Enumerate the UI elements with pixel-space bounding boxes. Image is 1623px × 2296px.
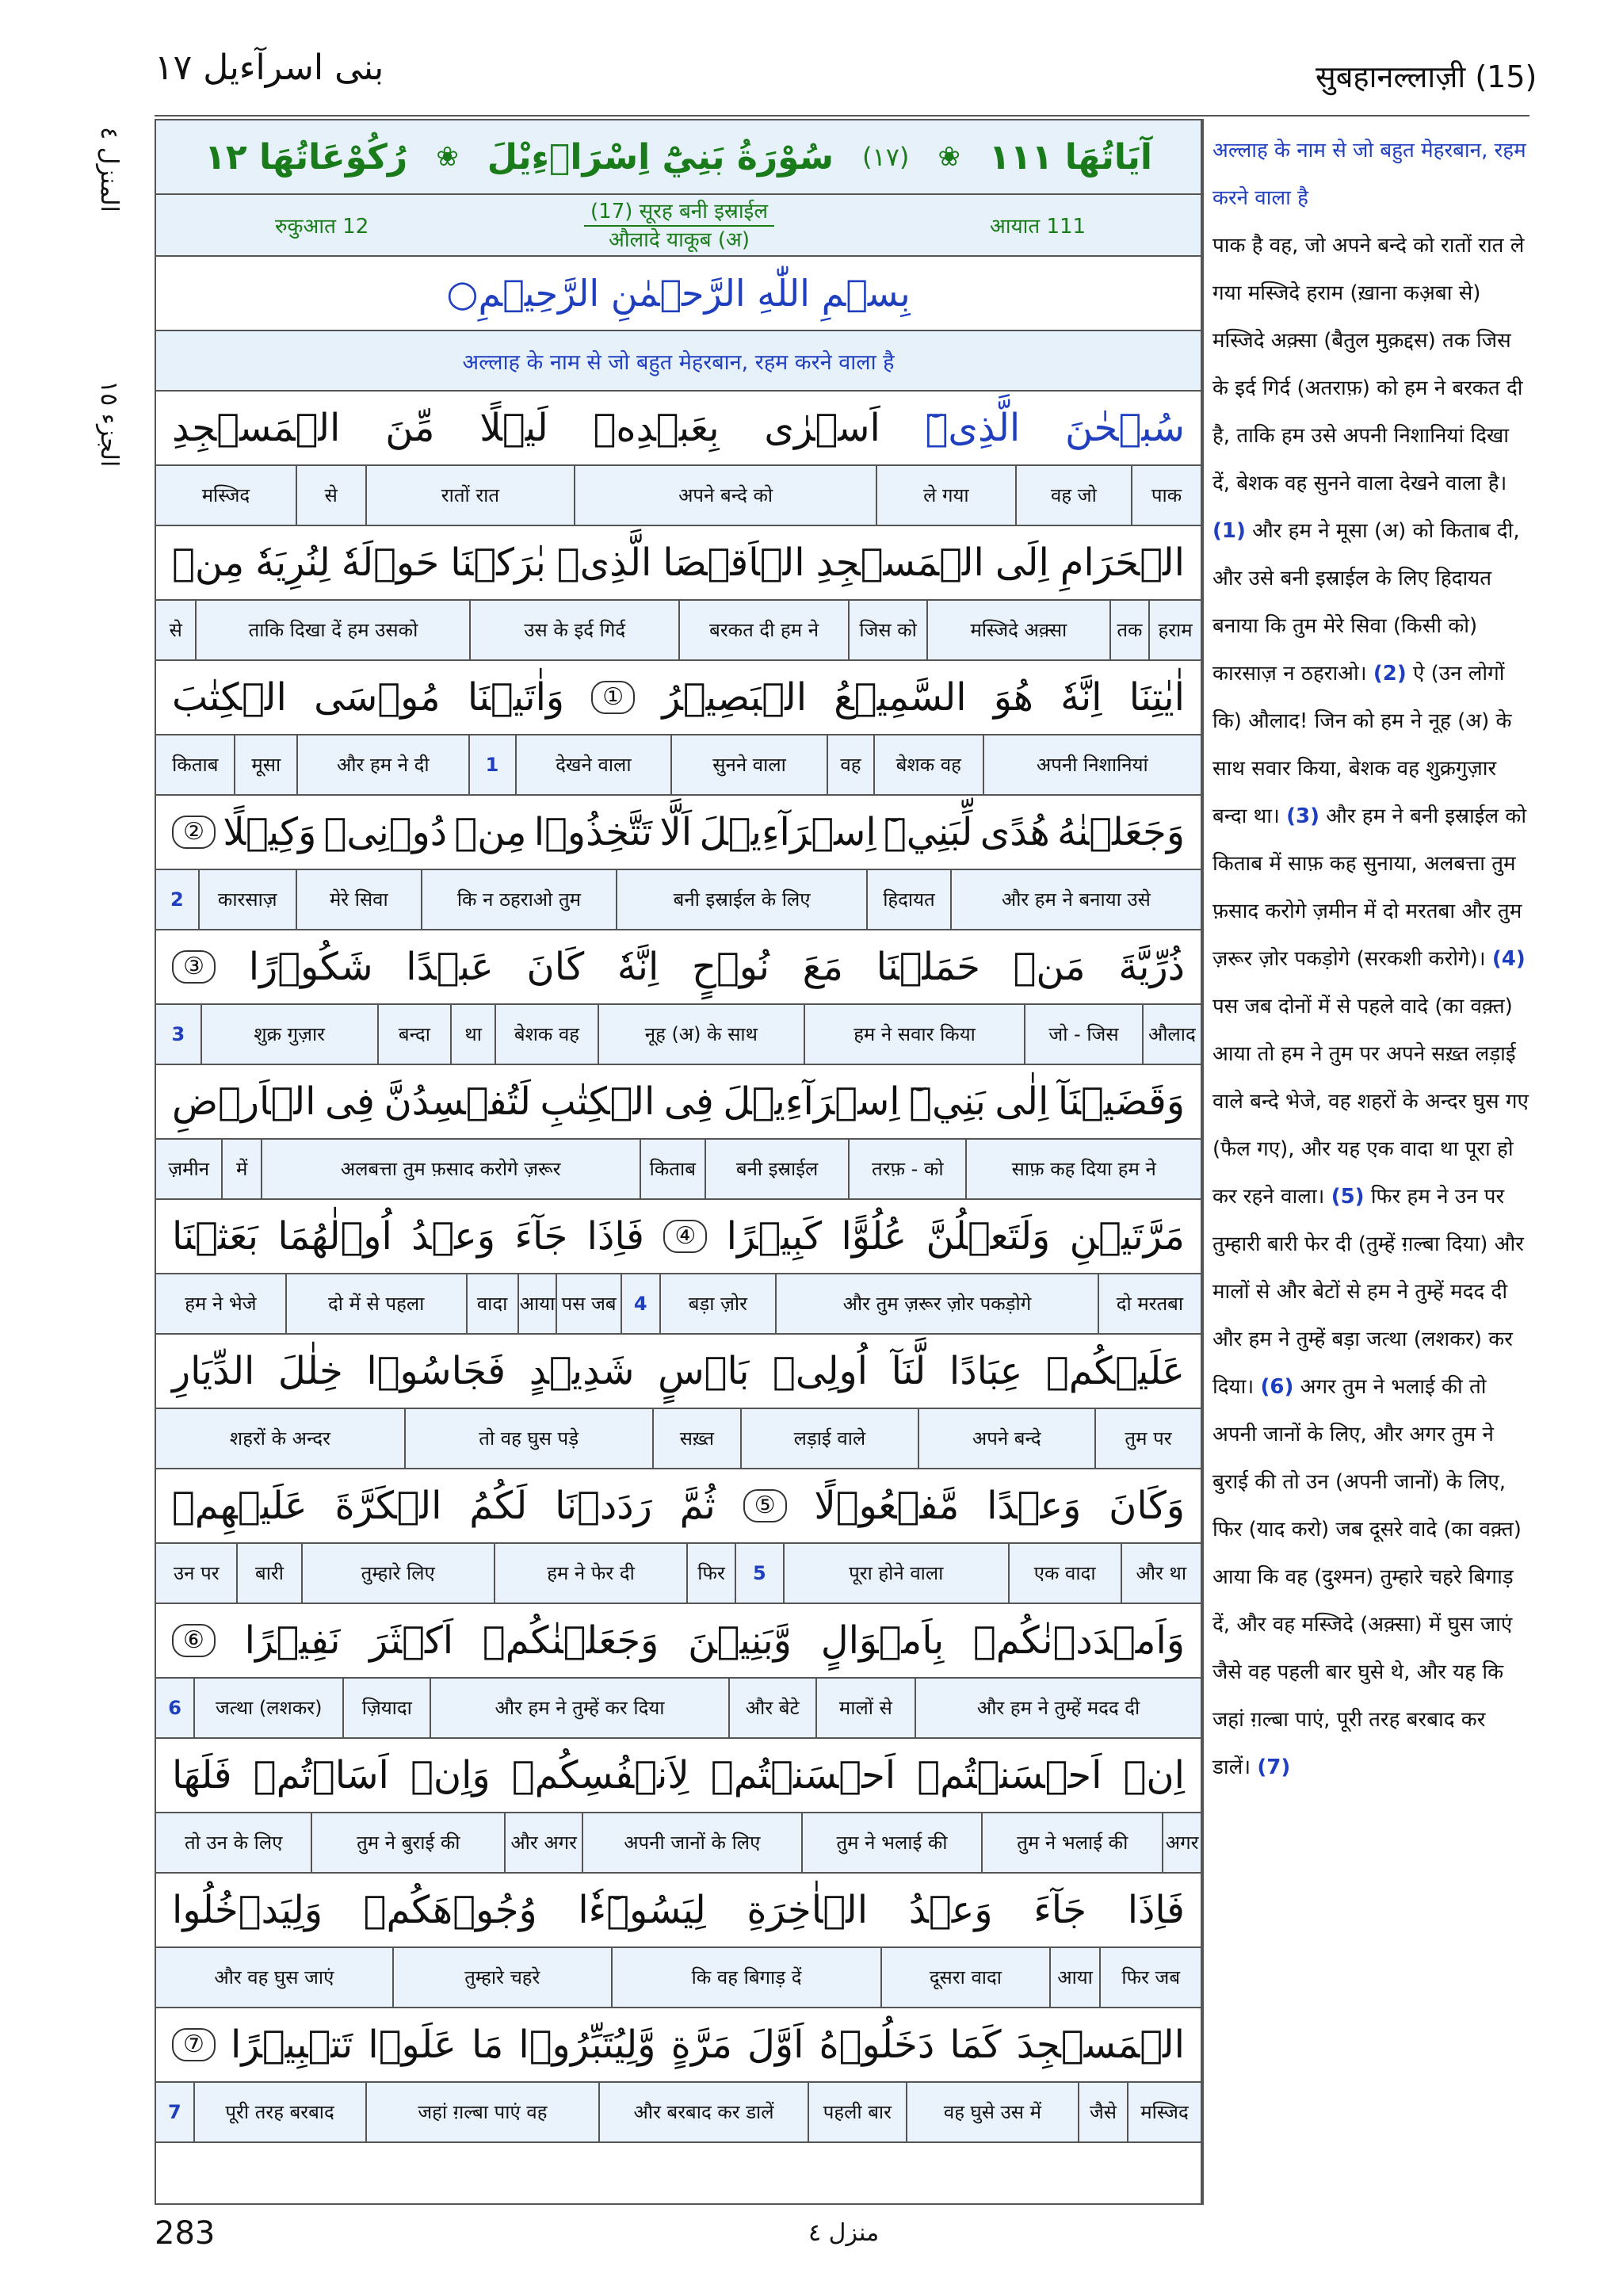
meaning-cell: फिर जब [1099,1948,1201,2007]
arabic-word: رَدَدۡنَا [555,1484,652,1528]
arabic-word: بَاۡسٍ [658,1349,750,1393]
arabic-line [156,526,1201,601]
arabic-word: بِعَبۡدِهٖ [593,406,720,450]
arabic-word: الۡاَقۡصَا [663,541,805,585]
meaning-cell: तुम ने बुराई की [311,1813,504,1872]
meaning-cell: हिदायत [866,870,949,929]
arabic-word: اَكۡثَرَ [369,1618,454,1663]
arabic-word: اِسۡرَآءِيۡلَ [723,1079,900,1124]
meaning-cell: और हम ने दी [296,735,468,794]
arabic-word: كَمَا [949,2023,1002,2067]
meaning-cell: अपने बन्दे [918,1409,1094,1468]
arabic-word: مِنۡ [454,810,527,854]
arabic-word: مَّفۡعُوۡلًا [814,1484,960,1528]
arabic-word: لِيَسُوۡٓءٗا [578,1888,706,1932]
meaning-cell: फिर [686,1544,735,1603]
meaning-cell: पस जब [556,1274,620,1333]
arabic-word: نَفِيۡرًا [244,1618,341,1663]
arabic-word: كَبِيۡرًا [726,1214,823,1259]
arabic-line [156,930,1201,1005]
arabic-word: الۡمَسۡجِدِ [815,541,984,585]
arabic-line [156,1335,1201,1409]
arabic-word: وَكِيۡلًا [223,810,317,854]
arabic-word: السَّمِيۡعُ [834,675,967,720]
arabic-word: وَاِنۡ [411,1753,491,1797]
meaning-cell: देखने वाला [515,735,671,794]
arabic-word: وَقَضَيۡنَآ [1057,1079,1185,1124]
meaning-row [156,1005,1201,1065]
header-divider [155,115,1529,117]
meaning-cell: आया [1049,1948,1100,2007]
ayah-number-cell: 7 [167,2101,181,2123]
arabic-word: وَلِيَدۡخُلُوا [172,1888,323,1932]
arabic-word: هُوَ [993,675,1033,720]
arabic-word: الۡمَسۡجِدَ [1016,2023,1185,2067]
meaning-cell: तो उन के लिए [184,1832,283,1854]
para-title: सुबहानल्लाज़ी (15) [1316,59,1537,94]
meaning-cell: पहली बार [808,2083,906,2141]
meaning-cell: रातों रात [365,466,575,525]
translation-text: और हम ने बनी इस्राईल को किताब में साफ़ कह सुनाया, अलबत्ता तुम फ़साद करोगे ज़मीन में दो मरतबा और तुम ज़रूर ज़ोर पकड़ोगे (सरकशी करोगे)। [1212,804,1527,971]
meaning-row [156,2083,1201,2143]
arabic-word: ذُرِّيَّةَ [1118,945,1185,989]
arabic-word: وَلَتَعۡلُنَّ [926,1214,1051,1259]
arabic-line [156,392,1201,466]
arabic-word: نُوۡحٍ [692,945,769,989]
arabic-word: وَكَانَ [1109,1484,1185,1528]
arabic-word: مِّنَ [385,406,435,450]
meaning-cell: दूसरा वादा [880,1948,1049,2007]
meaning-cell: जो - जिस [1024,1005,1142,1064]
arabic-word: مُوۡسَی [314,675,441,720]
arabic-word: عَلَوۡا [368,2023,456,2067]
arabic-word: الۡاٰخِرَةِ [747,1888,869,1932]
meaning-cell: और हम ने बनाया उसे [950,870,1201,929]
arabic-word: مَعَ [802,945,843,989]
arabic-word: الۡمَسۡجِدِ [172,406,341,450]
arabic-word: اِنَّهٗ [1060,675,1102,720]
translation-ayah-number: (4) [1491,947,1526,971]
meaning-cell: पूरी तरह बरबाद [193,2083,365,2141]
arabic-line [156,1200,1201,1274]
arabic-word: عَلَيۡهِمۡ [172,1484,307,1528]
meaning-cell: तक [1109,601,1148,659]
manzil-label: منزل ٤ [808,2219,880,2247]
meaning-cell: आया [517,1274,556,1333]
arabic-word: جَآءَ [514,1214,568,1259]
arabic-word: اَلَّا [659,810,693,854]
meaning-cell: ले गया [876,466,1015,525]
meaning-cell: तुम पर [1094,1409,1201,1468]
translation-ayah-number: (1) [1212,519,1246,543]
arabic-word: اٰيٰتِنَا [1128,675,1185,720]
meaning-cell: बरकत दी हम ने [678,601,848,659]
meaning-cell: ज़ियादा [342,1679,430,1737]
arabic-word: عِبَادًا [949,1349,1023,1393]
meaning-cell: अपनी निशानियां [983,735,1201,794]
translation-text: फिर हम ने उन पर तुम्हारी बारी फेर दी (तुम्हें ग़ल्बा दिया) और मालों से और बेटों से हम ने तुम्हें मदद दी और हम ने तुम्हें बड़ा जत्था (लशकर) कर दिया। [1212,1185,1524,1399]
arabic-word: الۡكِتٰبِ [540,1079,655,1124]
meaning-cell: हम ने फेर दी [494,1544,686,1603]
arabic-word: مَرَّتَيۡنِ [1069,1214,1185,1259]
translation-column [1212,127,1529,1791]
arabic-word: لِّبَنِيۡٓ [884,810,973,854]
arabic-word: جَآءَ [1033,1888,1087,1932]
meaning-cell: शुक्र गुज़ार [200,1005,377,1064]
translation-text: पाक है वह, जो अपने बन्दे को रातों रात ले गया मस्जिदे हराम (ख़ाना कअ़बा से) मस्जिदे अक़्सा (बैतुल मुक़द्दस) तक जिस के इर्द गिर्द (अतराफ़) को हम ने बरकत दी है, ताकि हम उसे अपनी निशानियां दिखा दें, बेशक वह सुनने वाला देखने वाला है। [1212,234,1525,495]
ayat-count-arabic: آيَاتُهَا ١١١ [988,136,1152,178]
arabic-word: هُدًی [980,810,1050,854]
arabic-word: الۡحَرَامِ [1060,541,1185,585]
arabic-word: حَمَلۡنَا [876,945,980,989]
meaning-cell: बेशक वह [873,735,983,794]
meaning-cell: तरफ़ - को [848,1140,965,1198]
arabic-word: لَكُمُ [469,1484,528,1528]
meaning-cell: से [296,466,365,525]
arabic-word: الدِّيَارِ [172,1349,255,1393]
meaning-cell: वादा [466,1274,517,1333]
surah-info-hindi [156,195,1201,255]
translation-ayah-number: (2) [1373,662,1407,686]
arabic-word: اِنَّهٗ [617,945,659,989]
ayah-number-cell: 3 [171,1023,185,1045]
arabic-word: اِلَی [995,541,1049,585]
arabic-word: ثُمَّ [679,1484,716,1528]
surah-number-arabic: (١٧) [862,142,910,172]
translation-ayah-number: (3) [1286,804,1320,828]
arabic-word: مَنۡ [1013,945,1086,989]
arabic-word: دُوۡنِیۡ [323,810,448,854]
meaning-cell: और वह घुस जाएं [214,1966,334,1988]
arabic-word: وَجَعَلۡنٰهُ [1057,810,1185,854]
meaning-cell: जिस को [848,601,926,659]
arabic-word: وَاٰتَيۡنَا [467,675,565,720]
meaning-cell: सुनने वाला [670,735,827,794]
meaning-cell: ज़मीन [168,1158,210,1180]
side-manzil-label: المنزل ٤ [95,127,123,212]
meaning-cell: कारसाज़ [198,870,296,929]
arabic-line [156,1874,1201,1948]
ayah-number-marker: ③ [172,950,216,984]
arabic-word: فَاِذَا [586,1214,644,1259]
meaning-row [156,1274,1201,1335]
meaning-cell: किताब [640,1140,705,1198]
meaning-cell: जैसे [1078,2083,1127,2141]
bismillah-hindi: अल्लाह के नाम से जो बहुत मेहरबान, रहम करने वाला है [156,331,1201,392]
meaning-cell: उस के इर्द गिर्द [469,601,678,659]
arabic-word: الَّذِیۡٓ [925,406,1021,450]
meaning-cell: वह [827,735,873,794]
ayah-number-marker: ⑥ [172,1624,216,1657]
meaning-row [156,1544,1201,1604]
meaning-cell: और हम ने तुम्हें कर दिया [430,1679,728,1737]
meaning-cell: अपने बन्दे को [574,466,876,525]
meaning-cell: ताकि दिखा दें हम उसको [195,601,469,659]
ayah-number-marker: ① [591,681,635,714]
arabic-word: مِنۡ [172,541,245,585]
arabic-word: وُجُوۡهَكُمۡ [363,1888,537,1932]
arabic-word: شَكُوۡرًا [248,945,373,989]
meaning-cell: बनी इस्राईल [705,1140,848,1198]
meaning-cell: शहरों के अन्दर [229,1427,330,1450]
arabic-word: وَاَمۡدَدۡنٰكُمۡ [972,1618,1185,1663]
meaning-row [156,1813,1201,1874]
arabic-word: لَيۡلًا [479,406,548,450]
translation-ayah-number: (7) [1257,1755,1291,1779]
arabic-word: فَجَاسُوۡا [366,1349,506,1393]
arabic-word: كَانَ [526,945,585,989]
arabic-word: الۡاَرۡضِ [172,1079,316,1124]
arabic-word: اُولِیۡ [773,1349,868,1393]
meaning-cell: और अगर [504,1813,582,1872]
arabic-word: مَا [471,2023,504,2067]
meaning-cell: अपनी जानों के लिए [582,1813,801,1872]
arabic-line [156,796,1201,870]
meaning-row [156,1140,1201,1200]
meaning-cell: और था [1121,1544,1201,1603]
meaning-cell: मेरे सिवा [296,870,421,929]
ayah-number-marker: ④ [663,1220,707,1253]
surah-name-hindi [584,198,774,254]
meaning-cell: मूसा [234,735,296,794]
meaning-cell: हराम [1148,601,1201,659]
meaning-cell: से [169,619,182,641]
ayat-count-hindi: आयात 111 [990,215,1086,239]
arabic-word: بَعَثۡنَا [172,1214,258,1259]
ayah-number-marker: ⑦ [172,2028,216,2061]
arabic-line [156,661,1201,735]
arabic-word: عَبۡدًا [406,945,494,989]
arabic-word: وَعۡدُ [411,1214,495,1259]
arabic-word: لَّنَآ [891,1349,926,1393]
meaning-cell: हम ने सवार किया [804,1005,1024,1064]
arabic-word: اَسۡرٰی [764,406,880,450]
meaning-cell: और हम ने तुम्हें मदद दी [915,1679,1201,1737]
meaning-cell: सख़्त [652,1409,741,1468]
arabic-word: وَّلِيُتَبِّرُوۡا [518,2023,656,2067]
meaning-cell: मस्जिदे अक़्सा [926,601,1109,659]
meaning-cell: बारी [236,1544,300,1603]
meaning-cell: जत्था (लशकर) [193,1679,342,1737]
meaning-cell: दो में से पहला [285,1274,466,1333]
arabic-word: حَوۡلَهٗ [341,541,440,585]
arabic-word: بَنِيۡٓ [909,1079,986,1124]
meaning-cell: मस्जिद [201,484,250,506]
meaning-cell: और बरबाद कर डालें [598,2083,808,2141]
translation-ayah-number: (5) [1331,1185,1365,1209]
meaning-cell: और तुम ज़रूर ज़ोर पकड़ोगे [775,1274,1098,1333]
flower-icon: ❀ [436,141,459,173]
arabic-word: فَاِذَا [1127,1888,1185,1932]
arabic-word: عُلُوًّا [841,1214,907,1259]
arabic-word: الۡبَصِيۡرُ [662,675,808,720]
meaning-row [156,735,1201,796]
ruku-count-hindi: रुकुआत 12 [275,215,369,239]
surah-name-hindi-line2: औलादे याकूब (अ) [608,228,750,252]
arabic-line [156,1065,1201,1140]
meaning-cell: वह घुसे उस में [906,2083,1078,2141]
arabic-word: خِلٰلَ [277,1349,343,1393]
arabic-word: الۡكِتٰبَ [172,675,287,720]
surah-info-box [156,120,1201,257]
meaning-row [156,870,1201,930]
arabic-word: فَلَهَا [172,1753,232,1797]
arabic-word: وَعۡدُ [908,1888,993,1932]
translation-text: अल्लाह के नाम से जो बहुत मेहरबान, रहम करने वाला है [1212,139,1526,210]
meaning-cell: था [450,1005,495,1064]
arabic-word: دَخَلُوۡهُ [819,2023,935,2067]
arabic-word: الَّذِیۡ [556,541,652,585]
ayah-number-cell: 6 [168,1697,181,1719]
arabic-word: لِاَنۡفُسِكُمۡ [511,1753,689,1797]
meaning-cell: तुम ने भलाई की [981,1813,1162,1872]
arabic-word: مَرَّةٍ [670,2023,732,2067]
meaning-cell: हम ने भेजे [185,1293,257,1315]
arabic-word: اِسۡرَآءِيۡلَ [699,810,876,854]
arabic-word: اُوۡلٰهُمَا [277,1214,392,1259]
arabic-word: فِی [663,1079,714,1124]
meaning-cell: बेशक वह [495,1005,598,1064]
ayah-number-marker: ② [172,816,216,849]
arabic-line [156,1469,1201,1544]
meaning-cell: बन्दा [377,1005,451,1064]
meaning-cell: अगर [1162,1813,1201,1872]
arabic-word: لِنُرِيَهٗ [255,541,330,585]
meaning-cell: किताब [172,754,219,776]
meaning-cell: मस्जिद [1127,2083,1201,2141]
meaning-cell: मालों से [815,1679,915,1737]
ayah-number-cell: 4 [621,1274,659,1333]
translation-text: और हम ने मूसा (अ) को किताब दी, और उसे बनी इस्राईल के लिए हिदायत बनाया कि तुम मेरे सिवा (किसी को) कारसाज़ न ठहराओ। [1212,519,1520,686]
arabic-word: اَوَّلَ [747,2023,804,2067]
side-para-label: الجزء ١٥ [95,380,123,468]
arabic-word: اَحۡسَنۡتُمۡ [917,1753,1102,1797]
surah-title-arabic: بنی اسرآءیل ١٧ [155,48,384,88]
arabic-line [156,2008,1201,2083]
flower-icon: ❀ [938,141,960,173]
arabic-word: الۡكَرَّةَ [334,1484,442,1528]
meaning-row [156,1679,1201,1739]
surah-name-arabic: سُوْرَةُ بَنِيْٓ اِسْرَاۗءِيْلَ [487,136,834,178]
meaning-cell: नूह (अ) के साथ [598,1005,804,1064]
meaning-cell: बनी इस्राईल के लिए [616,870,866,929]
arabic-line [156,1739,1201,1813]
page-number: 283 [155,2215,216,2252]
ayah-number-cell: 2 [170,888,184,911]
meaning-cell: में [221,1140,260,1198]
meaning-cell: पाक [1131,466,1201,525]
translation-text: ऐ (उन लोगों कि) औलाद! जिन को हम ने नूह (अ) के साथ सवार किया, बेशक वह शुक्रगुज़ार बन्दा था। [1212,662,1512,828]
arabic-word: وَجَعَلۡنٰكُمۡ [482,1618,659,1663]
arabic-word: شَدِيۡدٍ [529,1349,635,1393]
arabic-word: فِی [324,1079,375,1124]
meaning-cell: तुम ने भलाई की [801,1813,982,1872]
translation-text: अगर तुम ने भलाई की तो अपनी जानों के लिए, और अगर तुम ने बुराई की तो उन (अपनी जानों) के लिए, फिर (याद करो) जब दूसरे वादे (का वक़्त) आया कि वह (दुश्मन) तुम्हारे चहरे बिगाड़ दें, और वह मस्जिदे (अक़्सा) में घुस जाएं जैसे वह पहली बार घुसे थे, और यह कि जहां ग़ल्बा पाएं, पूरी तरह बरबाद कर डालें। [1212,1375,1522,1779]
ayah-number-cell: 1 [468,735,515,794]
meaning-cell: तुम्हारे चहरे [392,1948,611,2007]
meaning-cell: एक वादा [1008,1544,1121,1603]
meaning-cell: बड़ा ज़ोर [659,1274,775,1333]
meaning-cell: कि न ठहराओ तुम [421,870,616,929]
arabic-word: سُبۡحٰنَ [1064,406,1185,450]
meaning-row [156,466,1201,526]
meaning-cell: साफ़ कह दिया हम ने [965,1140,1201,1198]
translation-ayah-number: (6) [1260,1375,1294,1399]
bismillah-arabic: بِسۡمِ اللّٰهِ الرَّحۡمٰنِ الرَّحِيۡمِ○ [156,257,1201,331]
meaning-cell: औलाद [1142,1005,1201,1064]
meaning-cell: लड़ाई वाले [740,1409,917,1468]
surah-info-arabic [156,120,1201,195]
ayah-number-marker: ⑤ [743,1489,787,1522]
arabic-word: اِلٰی [995,1079,1049,1124]
arabic-word: بِاَمۡوَالٍ [820,1618,945,1663]
meaning-cell: कि वह बिगाड़ दें [611,1948,880,2007]
meaning-cell: और बेटे [728,1679,815,1737]
meaning-cell: वह जो [1015,466,1131,525]
arabic-word: اِنۡ [1123,1753,1185,1797]
ruku-count-arabic: رُكُوْعَاتُهَا ١٢ [204,136,408,178]
translation-text: पस जब दोनों में से पहले वादे (का वक़्त) आया तो हम ने तुम पर अपने सख़्त लड़ाई वाले बन्दे भेजे, वह शहरों के अन्दर घुस गए (फैल गए), और यह एक वादा था पूरा हो कर रहने वाला। [1212,995,1529,1209]
arabic-word: اَسَاۡتُمۡ [253,1753,389,1797]
meaning-cell: अलबत्ता तुम फ़साद करोगे ज़रूर [261,1140,640,1198]
meaning-row [156,1948,1201,2008]
arabic-line [156,1604,1201,1679]
arabic-word: وَّبَنِيۡنَ [688,1618,792,1663]
arabic-word: اَحۡسَنۡتُمۡ [710,1753,896,1797]
meaning-cell: तो वह घुस पड़े [404,1409,652,1468]
arabic-word: تَتَّخِذُوۡا [533,810,653,854]
arabic-word: لَتُفۡسِدُنَّ [384,1079,531,1124]
ayah-number-cell: 5 [735,1544,783,1603]
arabic-word: عَلَيۡكُمۡ [1045,1349,1185,1393]
meaning-cell: उन पर [173,1562,220,1584]
meaning-cell: जहां ग़ल्बा पाएं वह [365,2083,599,2141]
arabic-word: بٰرَكۡنَا [450,541,546,585]
arabic-word: تَتۡبِيۡرًا [231,2023,353,2067]
meaning-row [156,1409,1201,1469]
meaning-cell: पूरा होने वाला [783,1544,1008,1603]
meaning-cell: दो मरतबा [1098,1274,1201,1333]
meaning-cell: तुम्हारे लिए [301,1544,494,1603]
column-divider [1202,119,1204,2205]
arabic-word: وَعۡدًا [987,1484,1082,1528]
meaning-row [156,601,1201,661]
surah-name-hindi-line1: (17) सूरह बनी इस्राईल [584,198,774,227]
